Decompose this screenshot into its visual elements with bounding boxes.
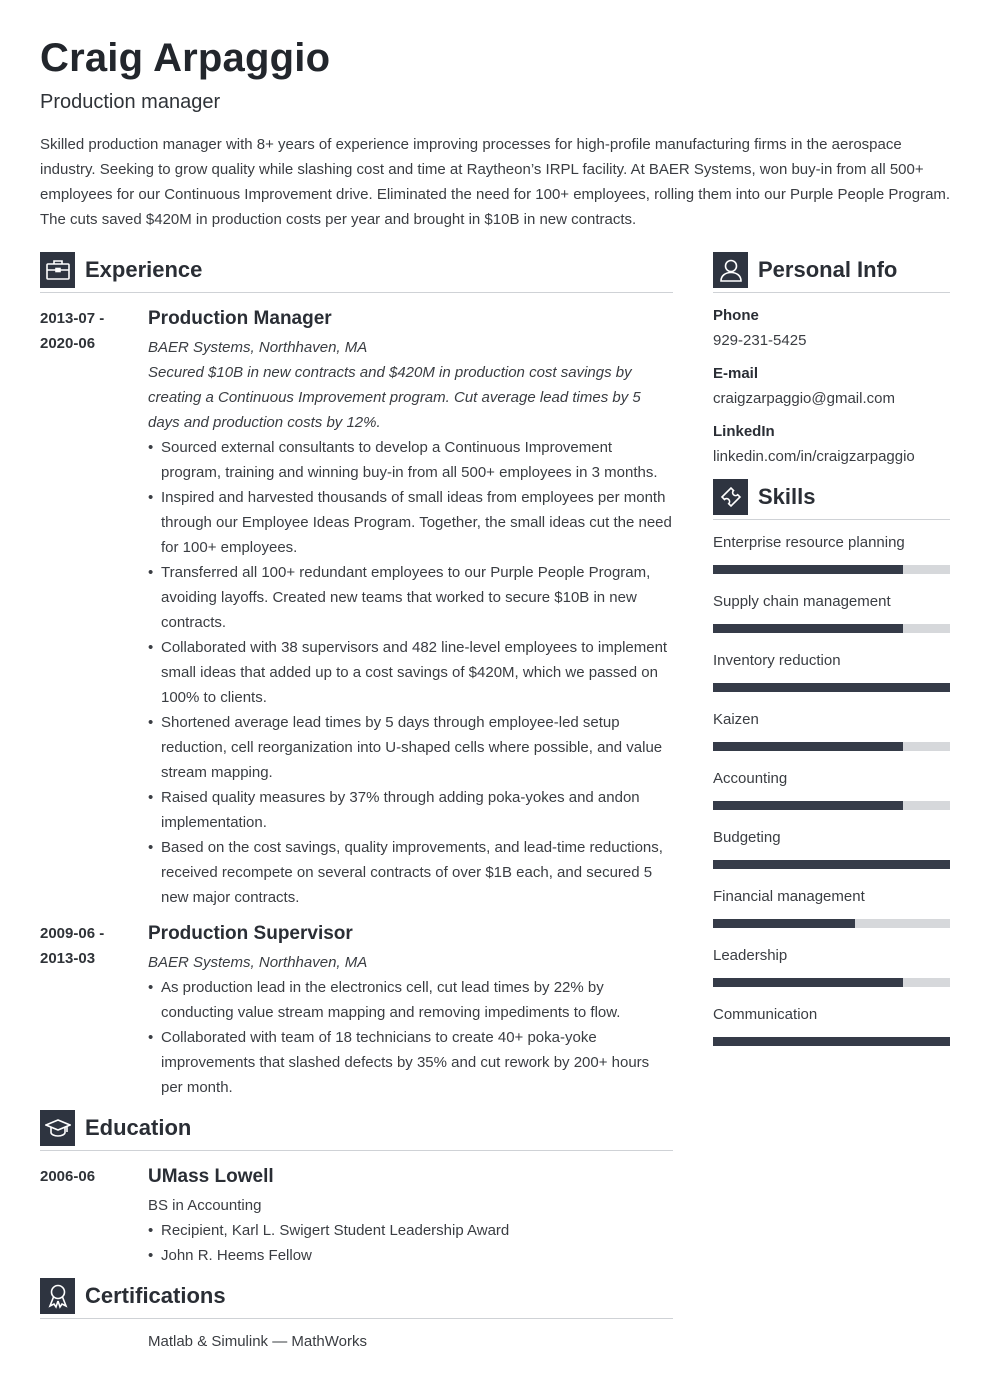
skill-level-bar (713, 742, 950, 751)
list-item: • Sourced external consultants to develop a Continuous Improvement program, training and winning buy-in from all 500+ employees in 3 months. (148, 435, 673, 485)
education-entry (148, 1164, 673, 1268)
skill-item (713, 1005, 950, 1046)
award-ribbon-icon (40, 1278, 75, 1314)
skill-level-bar (713, 1037, 950, 1046)
list-item: • As production lead in the electronics cell, cut lead times by 22% by conducting value stream mapping and removing impediments to flow. (148, 975, 673, 1025)
skill-level-fill (713, 565, 903, 574)
briefcase-icon (40, 252, 75, 288)
candidate-name: Craig Arpaggio (40, 36, 331, 80)
skill-item (713, 946, 950, 987)
job-title: Production Manager (148, 308, 332, 329)
certifications-divider (40, 1318, 673, 1319)
list-item: • Collaborated with team of 18 technicians to create 40+ poka-yoke improvements that slashed defects by 35% and cut rework by 200+ hours per month. (148, 1025, 673, 1100)
job-date-start: 2009-06 - (40, 925, 105, 942)
job-company: BAER Systems, Northhaven, MA (148, 339, 368, 356)
skill-name: Budgeting (713, 829, 781, 846)
skill-level-fill (713, 919, 855, 928)
education-bullets (148, 1218, 673, 1268)
skill-level-bar (713, 801, 950, 810)
skill-level-fill (713, 742, 903, 751)
skill-level-bar (713, 683, 950, 692)
certification-item: Matlab & Simulink — MathWorks (148, 1333, 367, 1350)
skill-item (713, 533, 950, 574)
email-value[interactable]: craigzarpaggio@gmail.com (713, 390, 895, 407)
job-date-range (40, 306, 104, 356)
skill-level-fill (713, 978, 903, 987)
skill-level-bar (713, 860, 950, 869)
skills-section-header (713, 479, 815, 515)
skill-name: Communication (713, 1006, 818, 1023)
list-item: • Shortened average lead times by 5 days through employee-led setup reduction, cell reorganization into U-shaped cells where possible, and value stream mapping. (148, 710, 673, 785)
education-section-header (40, 1110, 191, 1146)
job-bullets (148, 975, 673, 1100)
skill-name: Financial management (713, 888, 865, 905)
skill-item (713, 828, 950, 869)
profile-summary: Skilled production manager with 8+ years of experience improving processes for high-profile manufacturing firms in the aerospace industry. Seeking to grow quality while slashing cost and time at Raytheon’s IRPL facility. At BAER Systems, won buy-in from all 500+ employees for our Continuous Improvement drive. Eliminated the need for 100+ employees, rolling them into our Purple People Program. The cuts saved $420M in production costs per year and brought in $10B in new contracts. (40, 136, 951, 228)
skill-level-fill (713, 624, 903, 633)
experience-divider (40, 292, 673, 293)
job-date-end: 2013-03 (40, 950, 96, 967)
skill-name: Kaizen (713, 711, 759, 728)
skill-level-bar (713, 624, 950, 633)
graduation-cap-icon (40, 1110, 75, 1146)
list-item: • Raised quality measures by 37% through adding poka-yokes and andon implementation. (148, 785, 673, 835)
skill-level-bar (713, 919, 950, 928)
linkedin-value[interactable]: linkedin.com/in/craigzarpaggio (713, 448, 915, 465)
experience-section-header (40, 252, 202, 288)
education-heading: Education (85, 1115, 192, 1140)
personal-info-heading: Personal Info (758, 257, 898, 282)
skill-item (713, 887, 950, 928)
certifications-section-header (40, 1278, 226, 1314)
certifications-heading: Certifications (85, 1283, 226, 1308)
skill-item (713, 710, 950, 751)
skills-heading: Skills (758, 484, 816, 509)
skill-item (713, 651, 950, 692)
personal-info-divider (713, 292, 950, 293)
skill-level-fill (713, 801, 903, 810)
skill-item (713, 592, 950, 633)
skill-level-bar (713, 978, 950, 987)
job-entry (148, 306, 673, 910)
education-date: 2006-06 (40, 1168, 96, 1185)
job-date-start: 2013-07 - (40, 310, 105, 327)
list-item: • Recipient, Karl L. Swigert Student Leadership Award (148, 1218, 673, 1243)
list-item: • Collaborated with 38 supervisors and 482 line-level employees to implement small ideas that added up to a cost savings of $420M, which we passed on 100% to clients. (148, 635, 673, 710)
degree: BS in Accounting (148, 1197, 262, 1214)
user-icon (713, 252, 748, 288)
list-item: • Inspired and harvested thousands of small ideas from employees per month through our Employee Ideas Program. Together, the small ideas cut the need for 100+ employees. (148, 485, 673, 560)
skills-divider (713, 519, 950, 520)
school-name: UMass Lowell (148, 1166, 274, 1187)
job-role: Production manager (40, 91, 221, 113)
skill-level-fill (713, 860, 950, 869)
job-description: Secured $10B in new contracts and $420M in production cost savings by creating a Continuous Improvement program. Cut average lead times by 5 days and production costs by 12%. (148, 364, 641, 431)
phone-value: 929-231-5425 (713, 332, 807, 349)
skill-level-bar (713, 565, 950, 574)
job-date-end: 2020-06 (40, 335, 96, 352)
job-title: Production Supervisor (148, 923, 353, 944)
phone-label: Phone (713, 307, 759, 324)
job-entry (148, 921, 673, 1100)
job-bullets (148, 435, 673, 910)
skill-name: Accounting (713, 770, 788, 787)
job-company: BAER Systems, Northhaven, MA (148, 954, 368, 971)
experience-heading: Experience (85, 257, 203, 282)
skill-name: Inventory reduction (713, 652, 841, 669)
email-label: E-mail (713, 365, 759, 382)
puzzle-icon (713, 479, 748, 515)
skill-name: Leadership (713, 947, 788, 964)
skill-item (713, 769, 950, 810)
skill-level-fill (713, 683, 950, 692)
personal-info-list (713, 303, 950, 469)
list-item: • Based on the cost savings, quality improvements, and lead-time reductions, received recompete on several contracts of over $1B each, and secured 5 new major contracts. (148, 835, 673, 910)
skill-level-fill (713, 1037, 950, 1046)
job-date-range (40, 921, 104, 971)
linkedin-label: LinkedIn (713, 423, 775, 440)
education-divider (40, 1150, 673, 1151)
personal-info-section-header (713, 252, 897, 288)
skill-name: Enterprise resource planning (713, 534, 905, 551)
list-item: • John R. Heems Fellow (148, 1243, 673, 1268)
list-item: • Transferred all 100+ redundant employees to our Purple People Program, avoiding layoffs. Created new teams that worked to secure $10B in new contracts. (148, 560, 673, 635)
skill-name: Supply chain management (713, 593, 891, 610)
